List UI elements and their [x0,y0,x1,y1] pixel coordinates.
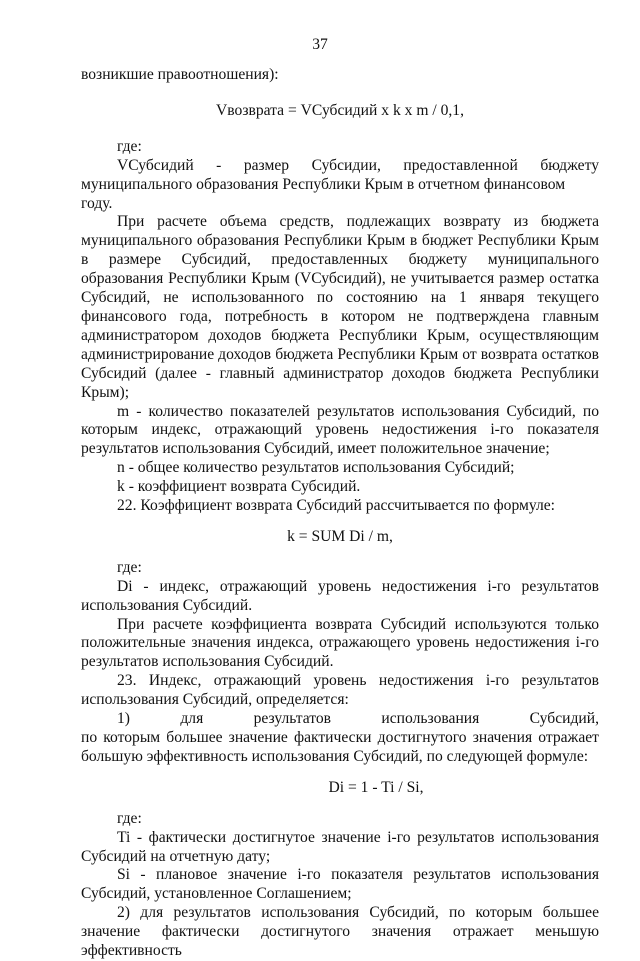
formula-k: k = SUM Di / m, [287,527,393,545]
definition-ti: Ti - фактически достигнутое значение i-го результатов использования Субсидий на отчетную дату; [81,828,599,865]
clause-22: 22. Коэффициент возврата Субсидий рассчитывается по формуле: [117,497,556,515]
clause-23: 23. Индекс, отражающий уровень недостижения i-го результатов использования Субсидий, определяется: [81,672,599,709]
where-label: где: [117,137,142,155]
page-number: 37 [312,36,328,53]
paragraph: по которым большее значение фактически достигнутого значения отражает большую эффективность использования Субсидий, по следующей формуле: [81,729,599,765]
where-label: где: [117,558,142,576]
definition-v-subsidy: VСубсидий - размер Субсидии, предоставленной бюджету [117,156,599,174]
text-line: муниципального образования Республики Крым в отчетном финансовом году. [81,175,566,212]
text-line: возникшие правоотношения): [81,66,279,83]
definition-k: k - коэффициент возврата Субсидий. [117,478,361,496]
definition-di: Di - индекс, отражающий уровень недостижения i-го результатов использования Субсидий. [81,577,599,614]
where-label: где: [117,809,142,827]
paragraph: При расчете объема средств, подлежащих возврату из бюджета муниципального образования Республики Крым в бюджет Республики Крым в размере Субсидий, предоставленных бюджету муниципального образования Республики Крым (VСубсидий), не учитывается размер остатка Субсидий, не использованного по состоянию на 1 января текущего финансового года, потребность в котором не подтверждена главным администратором доходов бюджета Республики Крым, осуществляющим администрирование доходов бюджета Республики Крым от возврата остатков Субсидий (далее - главный администратор доходов бюджета Республики Крым); [81,213,599,401]
formula-di: Di = 1 - Ti / Si, [328,778,424,796]
item-2: 2) для результатов использования Субсидий, по которым большее значение фактически достигнутого значения отражает меньшую эффективность [81,904,599,960]
item-1: 1) для результатов использования Субсидий, [117,710,599,728]
formula-v-return: Vвозврата = VСубсидий x k x m / 0,1, [216,101,464,119]
definition-n: n - общее количество результатов использования Субсидий; [117,459,515,477]
paragraph: При расчете коэффициента возврата Субсидий используются только положительные значения индекса, отражающего уровень недостижения i-го результатов использования Субсидий. [81,615,599,671]
definition-si: Si - плановое значение i-го показателя результатов использования Субсидий, установленное Соглашением; [81,866,599,903]
page-body [81,66,599,961]
definition-m: m - количество показателей результатов использования Субсидий, по которым индекс, отражающий уровень недостижения i-го показателя результатов использования Субсидий, имеет положительное значение; [81,402,599,458]
